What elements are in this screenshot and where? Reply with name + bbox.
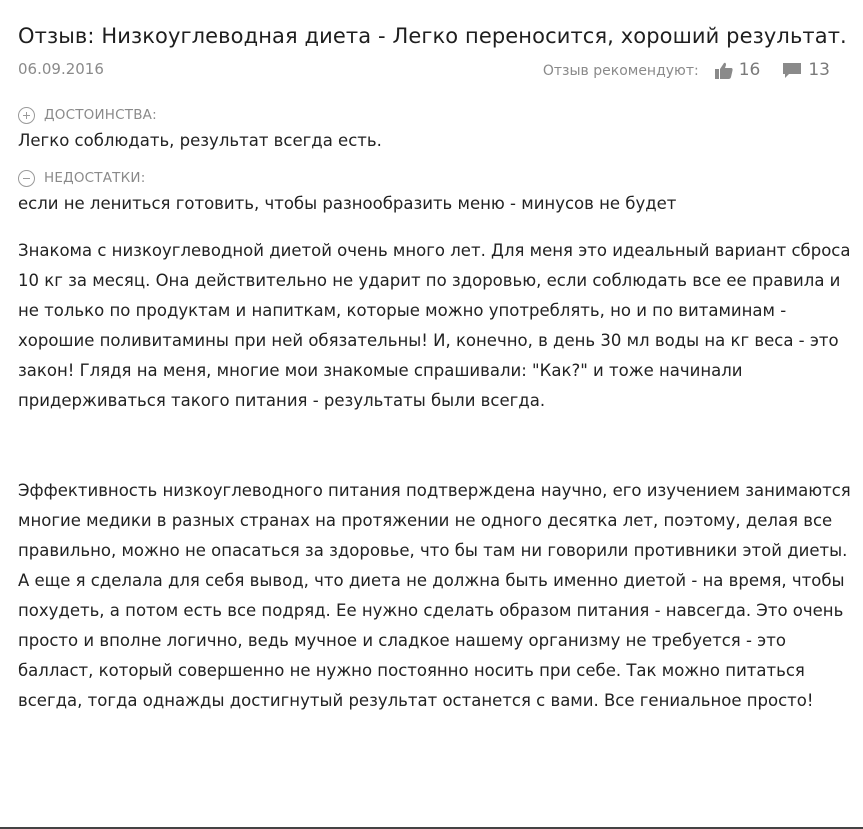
cons-label: НЕДОСТАТКИ: [44, 170, 146, 186]
review-stats [543, 60, 830, 80]
pros-header [18, 104, 860, 126]
review-title: Отзыв: Низкоуглеводная диета - Легко переносится, хороший результат. [18, 24, 847, 48]
review-paragraph: А еще я сделала для себя вывод, что диета не должна быть именно диетой - на время, чтобы похудеть, а потом есть все подряд. Ее нужно сделать образом питания - навсегда. Это очень просто и вполне логично, ведь мучное и сладкое нашему организму не требуется - это балласт, который совершенно не нужно постоянно носить при себе. Так можно питаться всегда, тогда однажды достигнутый результат останется с вами. Все гениальное просто! [18, 571, 845, 710]
plus-circle-icon [18, 107, 35, 124]
review-meta [18, 60, 860, 90]
comments-button[interactable] [782, 60, 830, 80]
paragraph-spacer [18, 416, 860, 476]
recommend-label: Отзыв рекомендуют: [542, 63, 699, 79]
minus-circle-icon [18, 170, 35, 187]
review-date: 06.09.2016 [18, 60, 104, 78]
pros-label: ДОСТОИНСТВА: [44, 107, 157, 123]
cons-header [18, 167, 860, 189]
review-paragraph: Знакома с низкоуглеводной диетой очень много лет. Для меня это идеальный вариант сброса 10 кг за месяц. Она действительно не ударит по здоровью, если соблюдать все ее правила и не только по продуктам и напиткам, которые можно употреблять, но и по витаминам - хорошие поливитамины при ней обязательны! И, конечно, в день 30 мл воды на кг веса - это закон! Глядя на меня, многие мои знакомые спрашивали: "Как?" и тоже начинали придерживаться такого питания - результаты были всегда. [18, 241, 851, 410]
review-body [18, 236, 860, 716]
thumbs-up-icon [715, 62, 733, 79]
review-card [18, 22, 860, 716]
comment-icon [782, 62, 802, 79]
pros-text: Легко соблюдать, результат всегда есть. [18, 131, 382, 150]
comments-count: 13 [808, 60, 830, 80]
likes-count: 16 [738, 60, 761, 80]
cons-text: если не лениться готовить, чтобы разнообразить меню - минусов не будет [18, 194, 677, 213]
review-paragraph: Эффективность низкоуглеводного питания подтверждена научно, его изучением занимаются многие медики в разных странах на протяжении не одного десятка лет, поэтому, делая все правильно, можно не опасаться за здоровье, что бы там ни говорили противники этой диеты. [18, 481, 851, 560]
likes-button[interactable] [715, 60, 761, 80]
